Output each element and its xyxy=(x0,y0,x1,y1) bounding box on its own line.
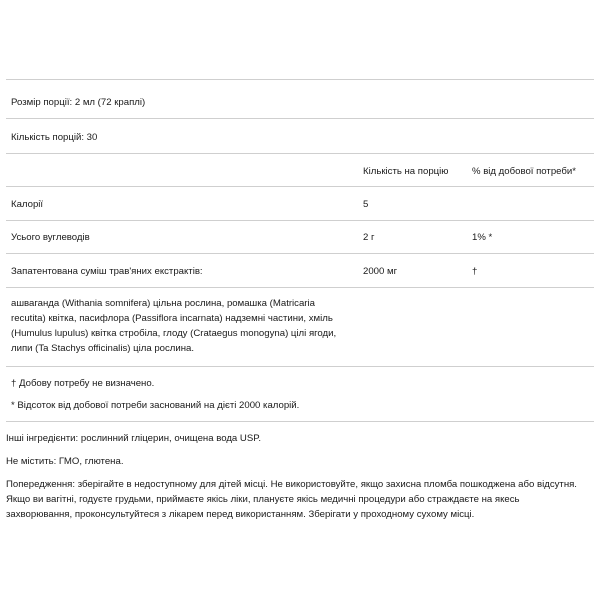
row-dv-carbs: 1% * xyxy=(472,232,493,243)
row-name-blend: Запатентована суміш трав'яних екстрактів: xyxy=(11,266,203,277)
blend-description: ашваганда (Withania somnifera) цільна рослина, ромашка (Matricaria recutita) квітка, пасифлора (Passiflora incarnata) надземні частини, хміль (Humulus lupulus) квітка стробіла, глоду (Crataegus monogyna) цілі ягоди, липи (Ta Stachys officinalis) ціла рослина. xyxy=(11,298,337,354)
header-amount-per-serving: Кількість на порцію xyxy=(363,166,449,177)
row-name-calories: Калорії xyxy=(11,199,44,210)
footnote-asterisk: * Відсоток від добової потреби заснований на дієті 2000 калорій. xyxy=(11,400,300,411)
servings-count: Кількість порцій: 30 xyxy=(11,132,98,143)
warning-text: Попередження: зберігайте в недоступному для дітей місці. Не використовуйте, якщо захисна пломба пошкоджена або відсутня. Якщо ви вагітні, годуєте грудьми, приймаєте якісь ліки, плануєте якісь медичні процедури або страждаєте на якесь захворювання, проконсультуйтеся з лікарем перед використанням. Зберігати у проходному сухому місці. xyxy=(6,479,577,520)
other-ingredients: Інші інгредієнти: рослинний гліцерин, очищена вода USP. xyxy=(6,433,262,444)
divider xyxy=(6,253,594,254)
row-amount-blend: 2000 мг xyxy=(363,266,398,277)
divider xyxy=(6,118,594,119)
row-amount-carbs: 2 г xyxy=(363,232,375,243)
free-of: Не містить: ГМО, глютена. xyxy=(6,456,124,467)
divider xyxy=(6,287,594,288)
divider xyxy=(6,153,594,154)
divider-top xyxy=(6,79,594,80)
divider xyxy=(6,186,594,187)
row-name-carbs: Усього вуглеводів xyxy=(11,232,90,243)
serving-size: Розмір порції: 2 мл (72 краплі) xyxy=(11,97,146,108)
divider-bottom xyxy=(6,421,594,422)
row-amount-calories: 5 xyxy=(363,199,369,210)
divider xyxy=(6,366,594,367)
divider xyxy=(6,220,594,221)
footnote-dagger: † Добову потребу не визначено. xyxy=(11,378,155,389)
header-daily-value: % від добової потреби* xyxy=(472,166,576,177)
row-dv-blend: † xyxy=(472,266,478,277)
